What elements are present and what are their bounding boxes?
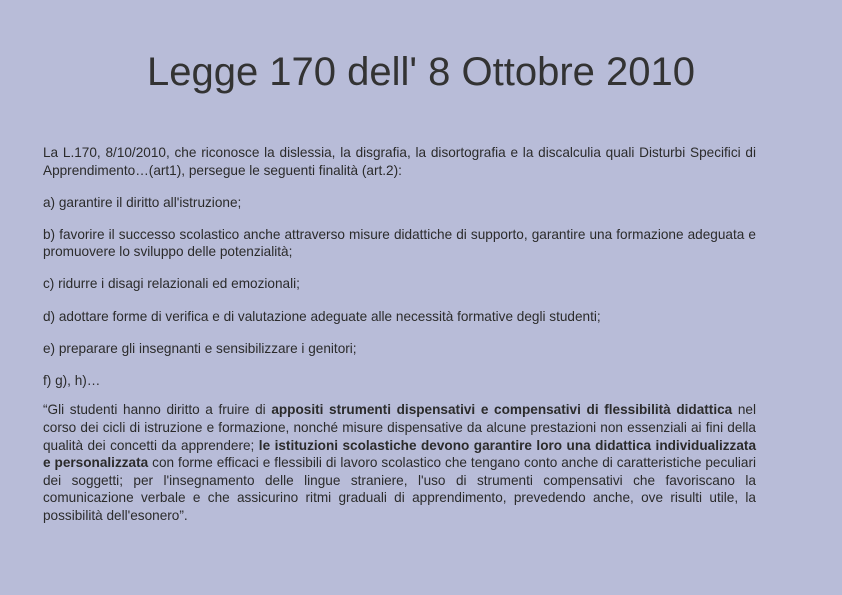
list-item-fgh: f) g), h)…	[43, 372, 101, 388]
slide-title: Legge 170 dell' 8 Ottobre 2010	[146, 50, 696, 94]
quote-text-3: con forme efficaci e flessibili di lavoro scolastico che tengano conto anche di caratteristiche peculiari dei soggetti; per l'insegnamento delle lingue straniere, l'uso di strumenti compensativi che favoriscano la comunicazione verbale e che assicurino ritmi graduali di apprendimento, prevedendo anche, ove risulti utile, la possibilità dell'esonero”.	[43, 455, 756, 523]
quote-bold-1: appositi strumenti dispensativi e compensativi di flessibilità didattica	[271, 402, 733, 418]
intro-paragraph: La L.170, 8/10/2010, che riconosce la dislessia, la disgrafia, la disortografia e la discalculia quali Disturbi Specifici di Apprendimento…(art1), persegue le seguenti finalità (art.2):	[43, 145, 756, 178]
quote-bold-2: le istituzioni scolastiche devono garantire loro una didattica individualizzata e personalizzata	[43, 437, 756, 471]
list-item-e: e) preparare gli insegnanti e sensibilizzare i genitori;	[43, 340, 357, 356]
list-item-b: b) favorire il successo scolastico anche attraverso misure didattiche di supporto, garantire una formazione adeguata e promuovere lo sviluppo delle potenzialità;	[43, 226, 756, 260]
list-item-c: c) ridurre i disagi relazionali ed emozionali;	[43, 276, 300, 292]
list-item-d: d) adottare forme di verifica e di valutazione adeguate alle necessità formative degli studenti;	[43, 308, 601, 324]
quote-text-2: nel corso dei cicli di istruzione e formazione, nonché misure dispensative da alcune prestazioni non essenziali ai fini della qualità dei concetti da apprendere;	[43, 402, 757, 453]
quote-text-1: “Gli studenti hanno diritto a fruire di	[43, 402, 272, 418]
slide-body	[43, 144, 756, 539]
quote-paragraph	[43, 401, 756, 524]
list-item-a: a) garantire il diritto all'istruzione;	[43, 194, 242, 210]
